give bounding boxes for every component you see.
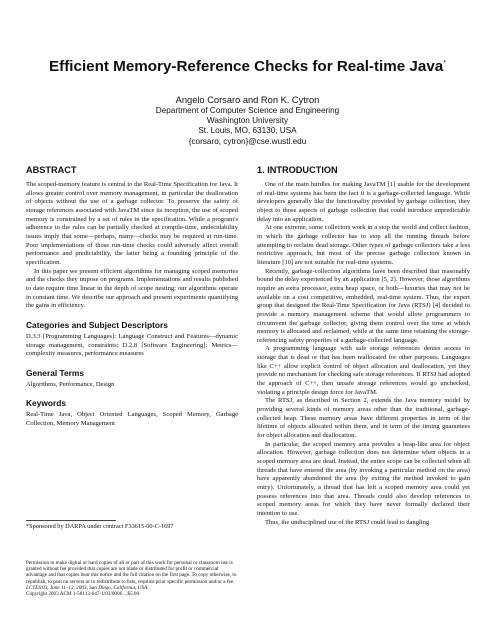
intro-paragraph-6: In particular, the scoped memory area provides a heap-like area for object allocation. However, garbage collection does not determine when objects in a scoped memory area are dead. Instead, the entire scope can be collected when all threads that have entered the area (by invoking a particular method on the area) have apparently abandoned the area (by exiting the method invoked to gain entry). Unfortunately, a thread that has left a scoped memory area could yet possess references into that area. Threads could also develop references to scoped memory areas for which they have never formally declared their intention to use.	[257, 440, 470, 517]
paper-title	[20, 55, 475, 76]
intro-paragraph-3: Recently, garbage-collection algorithms have been described that reasonably bound the delay experienced by an application [5, 2]. However, those algorithms require an extra processor, extra heap space, or both—luxuries that may not be available on a cost competitive, embedded, real-time system. Thus, the expert group that designed the Real-Time Specification for Java (RTSJ) [4] decided to provide a memory management scheme that would allow programmers to circumvent the garbage collector, giving them control over the time at which memory is allocated and reclaimed, while at the same time retaining the storage-referencing safety properties of a garbage-collected language.	[257, 267, 470, 344]
intro-paragraph-1: One of the main hurdles for making JavaTM [1] usable for the development of real-time systems has been the fact it is a garbage-collected language. While developers generally like the functionality provided by garbage collection, they object to those aspects of garbage collection that could introduce unpredictable delay into an application.	[257, 181, 470, 223]
left-column	[26, 165, 238, 429]
categories-heading: Categories and Subject Descriptors	[26, 319, 168, 330]
keywords-heading: Keywords	[26, 398, 67, 409]
author-department: Department of Computer Science and Engineering	[155, 106, 340, 115]
author-email: {corsaro, cytron}@cse.wustl.edu	[188, 136, 307, 146]
paper-title-text: Efficient Memory-Reference Checks for Real-time Java	[49, 58, 444, 76]
title-footnote-mark: *	[443, 60, 446, 67]
permission-block	[26, 560, 238, 597]
venue-text: LCTES'03, June 11–13, 2003, San Diego, California, USA.	[26, 584, 149, 591]
author-block	[100, 95, 395, 147]
author-university: Washington University	[206, 116, 289, 126]
intro-paragraph-5: The RTSJ, as described in Section 2, extends the Java memory model by providing several kinds of memory areas other than the traditional, garbage-collected heap. These memory areas have different properties in term of the lifetime of objects allocated within them, and in term of the timing guarantees for object allocation and deallocation.	[257, 397, 470, 440]
permission-text: Permission to make digital or hard copies of all or part of this work for personal or classroom use is granted without fee provided that copies are not made or distributed for profit or commercial advantage and that copies bear this notice and the full citation on the first page. To copy otherwise, to republish, to post on servers or to redistribute to lists, requires prior specific permission and/or a fee.	[26, 560, 237, 585]
abstract-paragraph-2: In this paper we present efficient algorithms for managing scoped memories and the checks they impose on programs. Implementations and results published to date require time linear in the depth of scope nesting; our algorithms operate in constant time. We describe our approach and present experiments quantifying the gains in efficiency.	[26, 267, 238, 310]
abstract-paragraph-1: The scoped-memory feature is central to the Real-Time Specification for Java. It allows greater control over memory management, in particular the deallocation of objects without the use of a garbage collector. To preserve the safety of storage references associated with JavaTM since its inception, the use of scoped memory is constrained by a set of rules in the specification. While a program's adherence to the rules can be partially checked at compile-time, undecidability issues imply that some—perhaps, many—checks may be required at run-time. Poor implementations of those run-time checks could adversely affect overall performance and predictability, the latter being a founding principle of the specification.	[26, 181, 238, 266]
author-names: Angelo Corsaro and Ron K. Cytron	[175, 95, 320, 105]
keywords-text: Real-Time Java, Object Oriented Languages, Scoped Memory, Garbage Collection, Memory Management	[26, 411, 238, 428]
general-terms-text: Algorithms, Performance, Design	[26, 380, 115, 388]
general-terms-heading: General Terms	[26, 367, 85, 378]
right-column	[257, 165, 470, 527]
copyright-text: Copyright 2003 ACM 1-58113-647-1/03/0006 ...$5.00.	[26, 591, 141, 598]
introduction-heading: 1. INTRODUCTION	[257, 165, 338, 175]
abstract-heading: ABSTRACT	[26, 165, 77, 175]
sponsor-footnote: *Sponsored by DARPA under contract F33615-00-C-1697	[26, 523, 174, 530]
author-city: St. Louis, MO, 63130, USA	[198, 126, 297, 136]
intro-paragraph-7: Thus, the undisciplined use of the RTSJ could lead to dangling	[265, 518, 430, 526]
intro-paragraph-4: A programming language with safe storage references denies access to storage that is dead or that has been reallocated for other purposes. Languages like C++ allow explicit control of object allocation and deallocation, yet they provide no mechanism for checking safe storage references. If RTSJ had adopted the approach of C++, then unsafe storage references would go unchecked, violating a principle design force for JavaTM.	[257, 345, 470, 396]
categories-text: D.3.3 [Programming Languages]: Language Construct and Features—dynamic storage management, constraints; D.2.8 [Software Engineering]: Metrics—complexity measures, performance measures	[26, 332, 238, 358]
footnote-rule	[26, 520, 116, 521]
intro-paragraph-2: At one extreme, some collectors work in a stop the world and collect fashion, in which the garbage collector has to stop all the running threads before attempting to reclaim dead storage. Other types of garbage collectors take a less restrictive approach, but most of the precise garbage collectors known in literature [10] are not suitable for real-time systems.	[257, 224, 470, 266]
